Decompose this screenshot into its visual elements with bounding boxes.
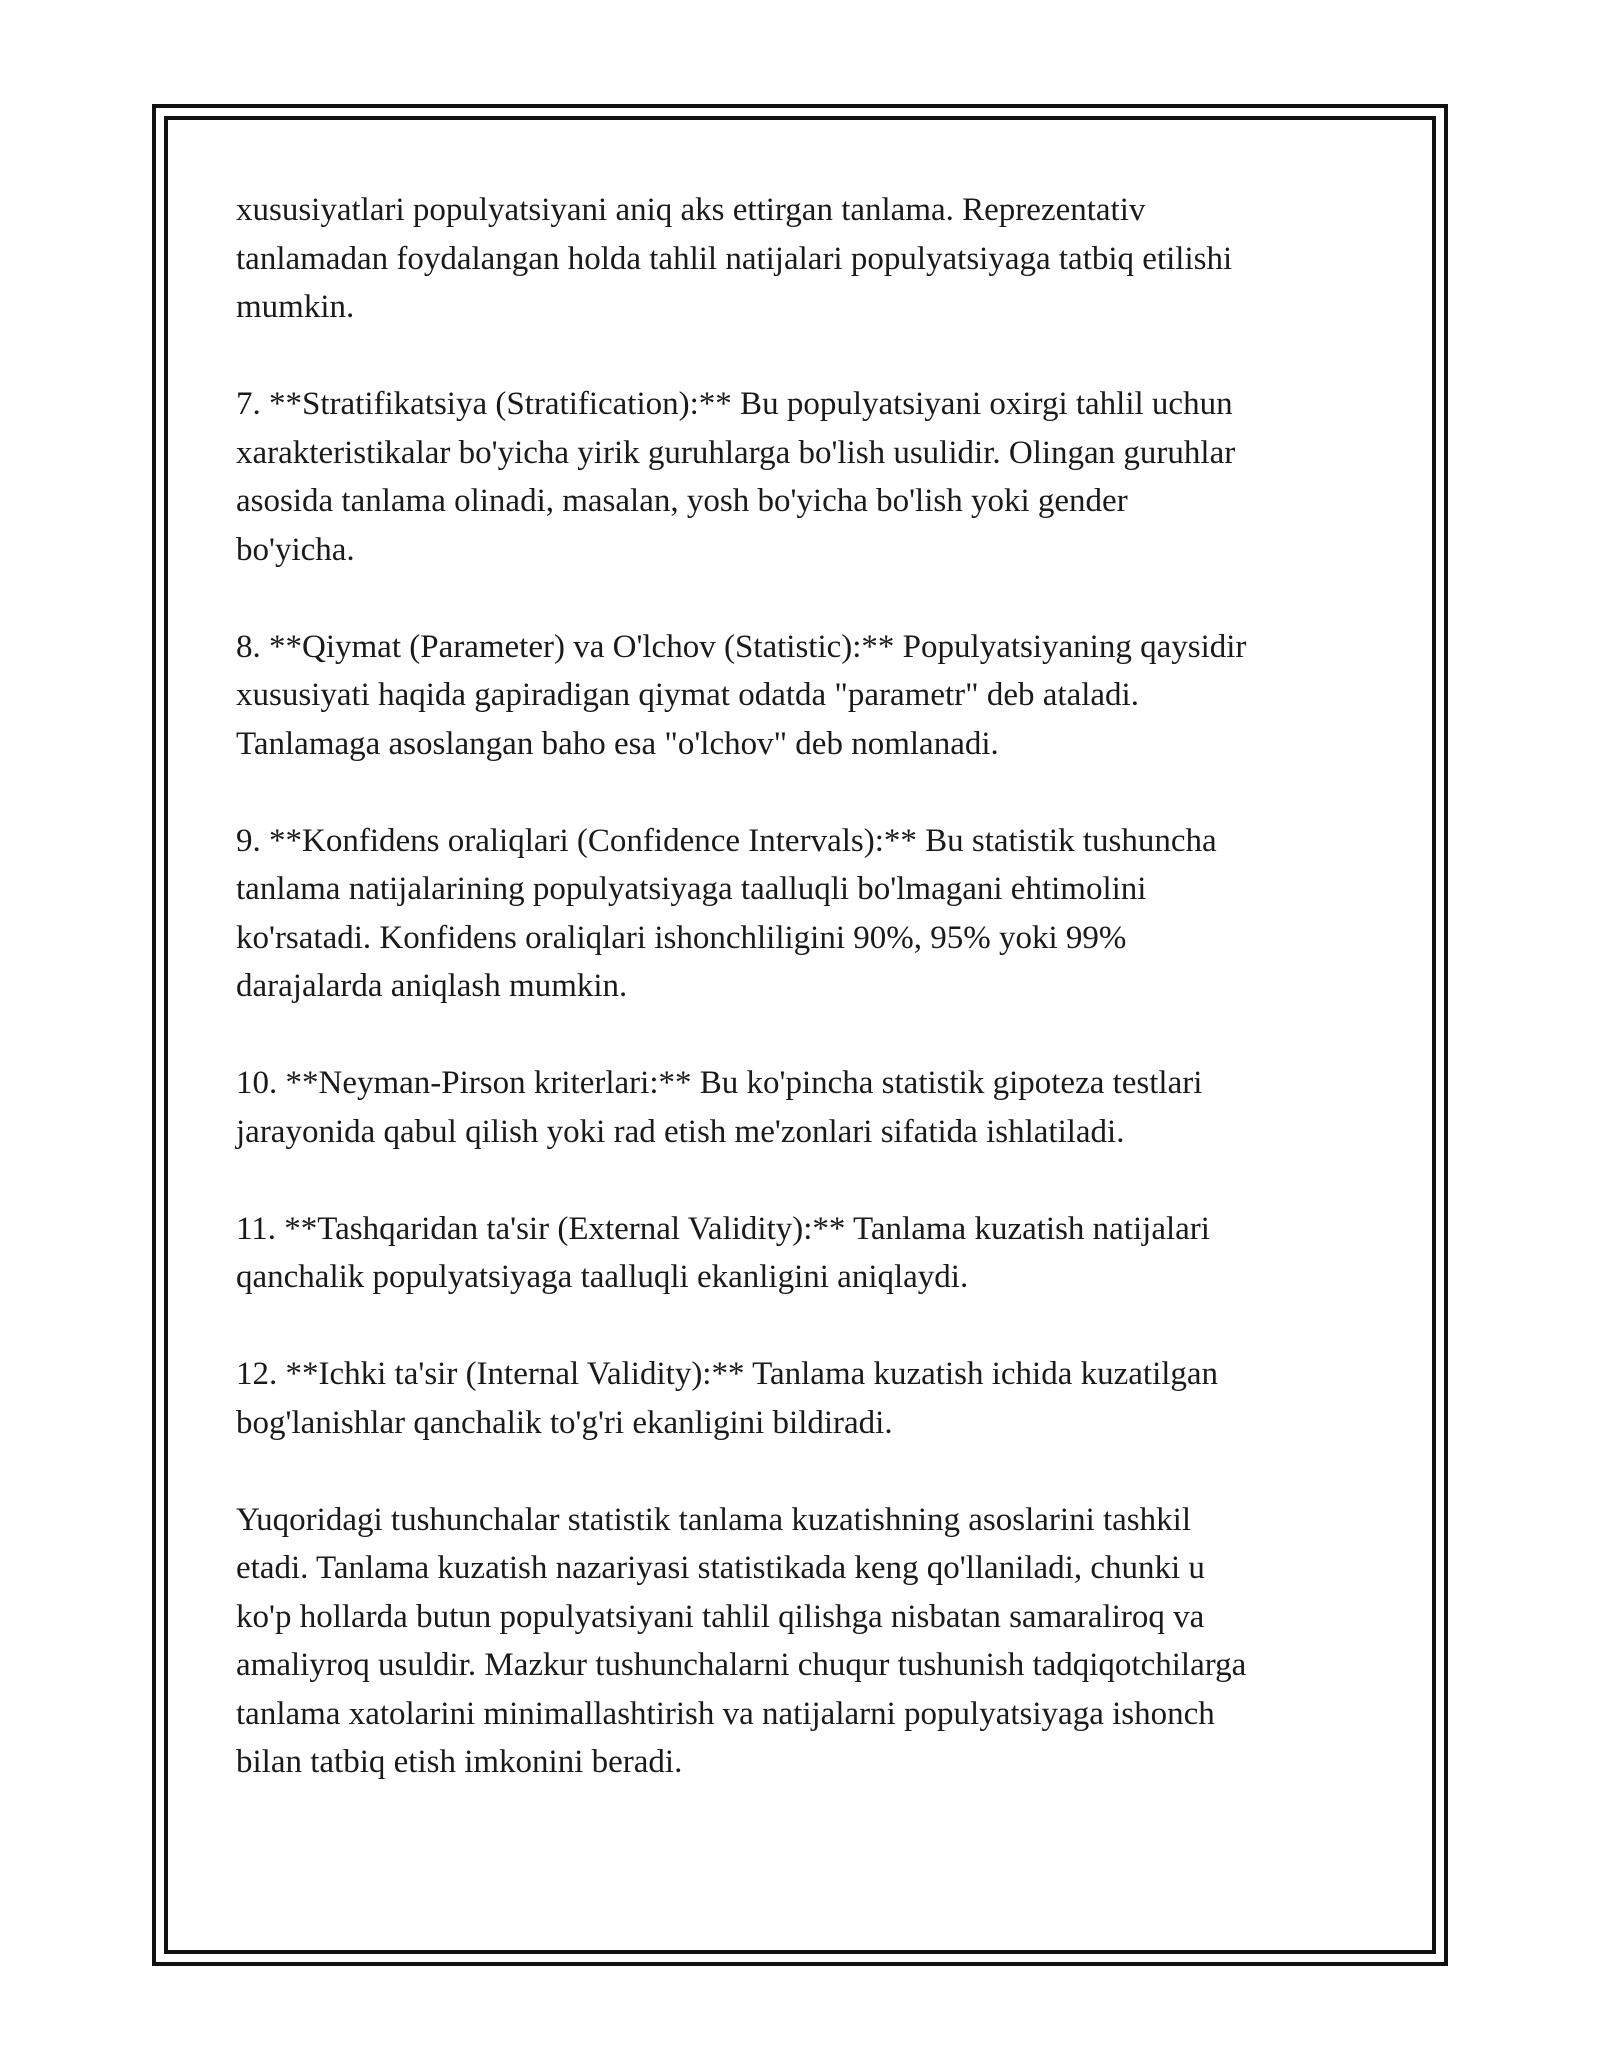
text-line: bo'yicha. [236, 531, 355, 568]
text-line: Tanlamaga asoslangan baho esa "o'lchov" deb nomlanadi. [236, 725, 999, 762]
paragraph-item-11-external-validity [236, 1205, 1376, 1302]
text-line: bilan tatbiq etish imkonini beradi. [236, 1744, 683, 1780]
paragraph-item-10-neyman-pearson [236, 1059, 1376, 1156]
text-line: amaliyroq usuldir. Mazkur tushunchalarni chuqur tushunish tadqiqotchilarga [236, 1647, 1247, 1683]
text-line: tanlama xatolarini minimallashtirish va natijalarni populyatsiyaga ishonch [236, 1695, 1215, 1732]
text-line: darajalarda aniqlash mumkin. [236, 968, 628, 1004]
text-line: 12. **Ichki ta'sir (Internal Validity):** Tanlama kuzatish ichida kuzatilgan [236, 1356, 1219, 1392]
text-line: mumkin. [236, 289, 355, 325]
paragraph-conclusion [236, 1496, 1376, 1787]
paragraph-representative-sample [236, 186, 1376, 332]
text-line: etadi. Tanlama kuzatish nazariyasi statistikada keng qo'llaniladi, chunki u [236, 1550, 1205, 1586]
text-line: tanlamadan foydalangan holda tahlil natijalari populyatsiyaga tatbiq etilishi [236, 240, 1233, 277]
document-body [236, 186, 1376, 1835]
text-line: 7. **Stratifikatsiya (Stratification):** Bu populyatsiyani oxirgi tahlil uchun [236, 386, 1233, 422]
text-line: xususiyati haqida gapiradigan qiymat odatda "parametr" deb ataladi. [236, 677, 1139, 713]
paragraph-item-8-parameter-statistic [236, 623, 1376, 769]
text-line: jarayonida qabul qilish yoki rad etish me'zonlari sifatida ishlatiladi. [236, 1113, 1125, 1150]
text-line: Yuqoridagi tushunchalar statistik tanlama kuzatishning asoslarini tashkil [236, 1501, 1191, 1538]
text-line: 10. **Neyman-Pirson kriterlari:** Bu ko'pincha statistik gipoteza testlari [236, 1065, 1203, 1101]
paragraph-item-9-confidence-intervals [236, 817, 1376, 1011]
text-line: 11. **Tashqaridan ta'sir (External Validity):** Tanlama kuzatish natijalari [236, 1210, 1210, 1247]
paragraph-item-12-internal-validity [236, 1350, 1376, 1447]
text-line: qanchalik populyatsiyaga taalluqli ekanligini aniqlaydi. [236, 1259, 969, 1295]
text-line: ko'p hollarda butun populyatsiyani tahlil qilishga nisbatan samaraliroq va [236, 1598, 1205, 1635]
text-line: xususiyatlari populyatsiyani aniq aks ettirgan tanlama. Reprezentativ [236, 192, 1146, 228]
text-line: 9. **Konfidens oraliqlari (Confidence Intervals):** Bu statistik tushuncha [236, 822, 1217, 859]
text-line: ko'rsatadi. Konfidens oraliqlari ishonchliligini 90%, 95% yoki 99% [236, 919, 1127, 956]
text-line: 8. **Qiymat (Parameter) va O'lchov (Statistic):** Populyatsiyaning qaysidir [236, 628, 1247, 665]
text-line: tanlama natijalarining populyatsiyaga taalluqli bo'lmagani ehtimolini [236, 871, 1147, 907]
text-line: bog'lanishlar qanchalik to'g'ri ekanligini bildiradi. [236, 1404, 893, 1441]
text-line: asosida tanlama olinadi, masalan, yosh bo'yicha bo'lish yoki gender [236, 483, 1128, 519]
paragraph-item-7-stratification [236, 380, 1376, 574]
text-line: xarakteristikalar bo'yicha yirik guruhlarga bo'lish usulidir. Olingan guruhlar [236, 434, 1236, 471]
